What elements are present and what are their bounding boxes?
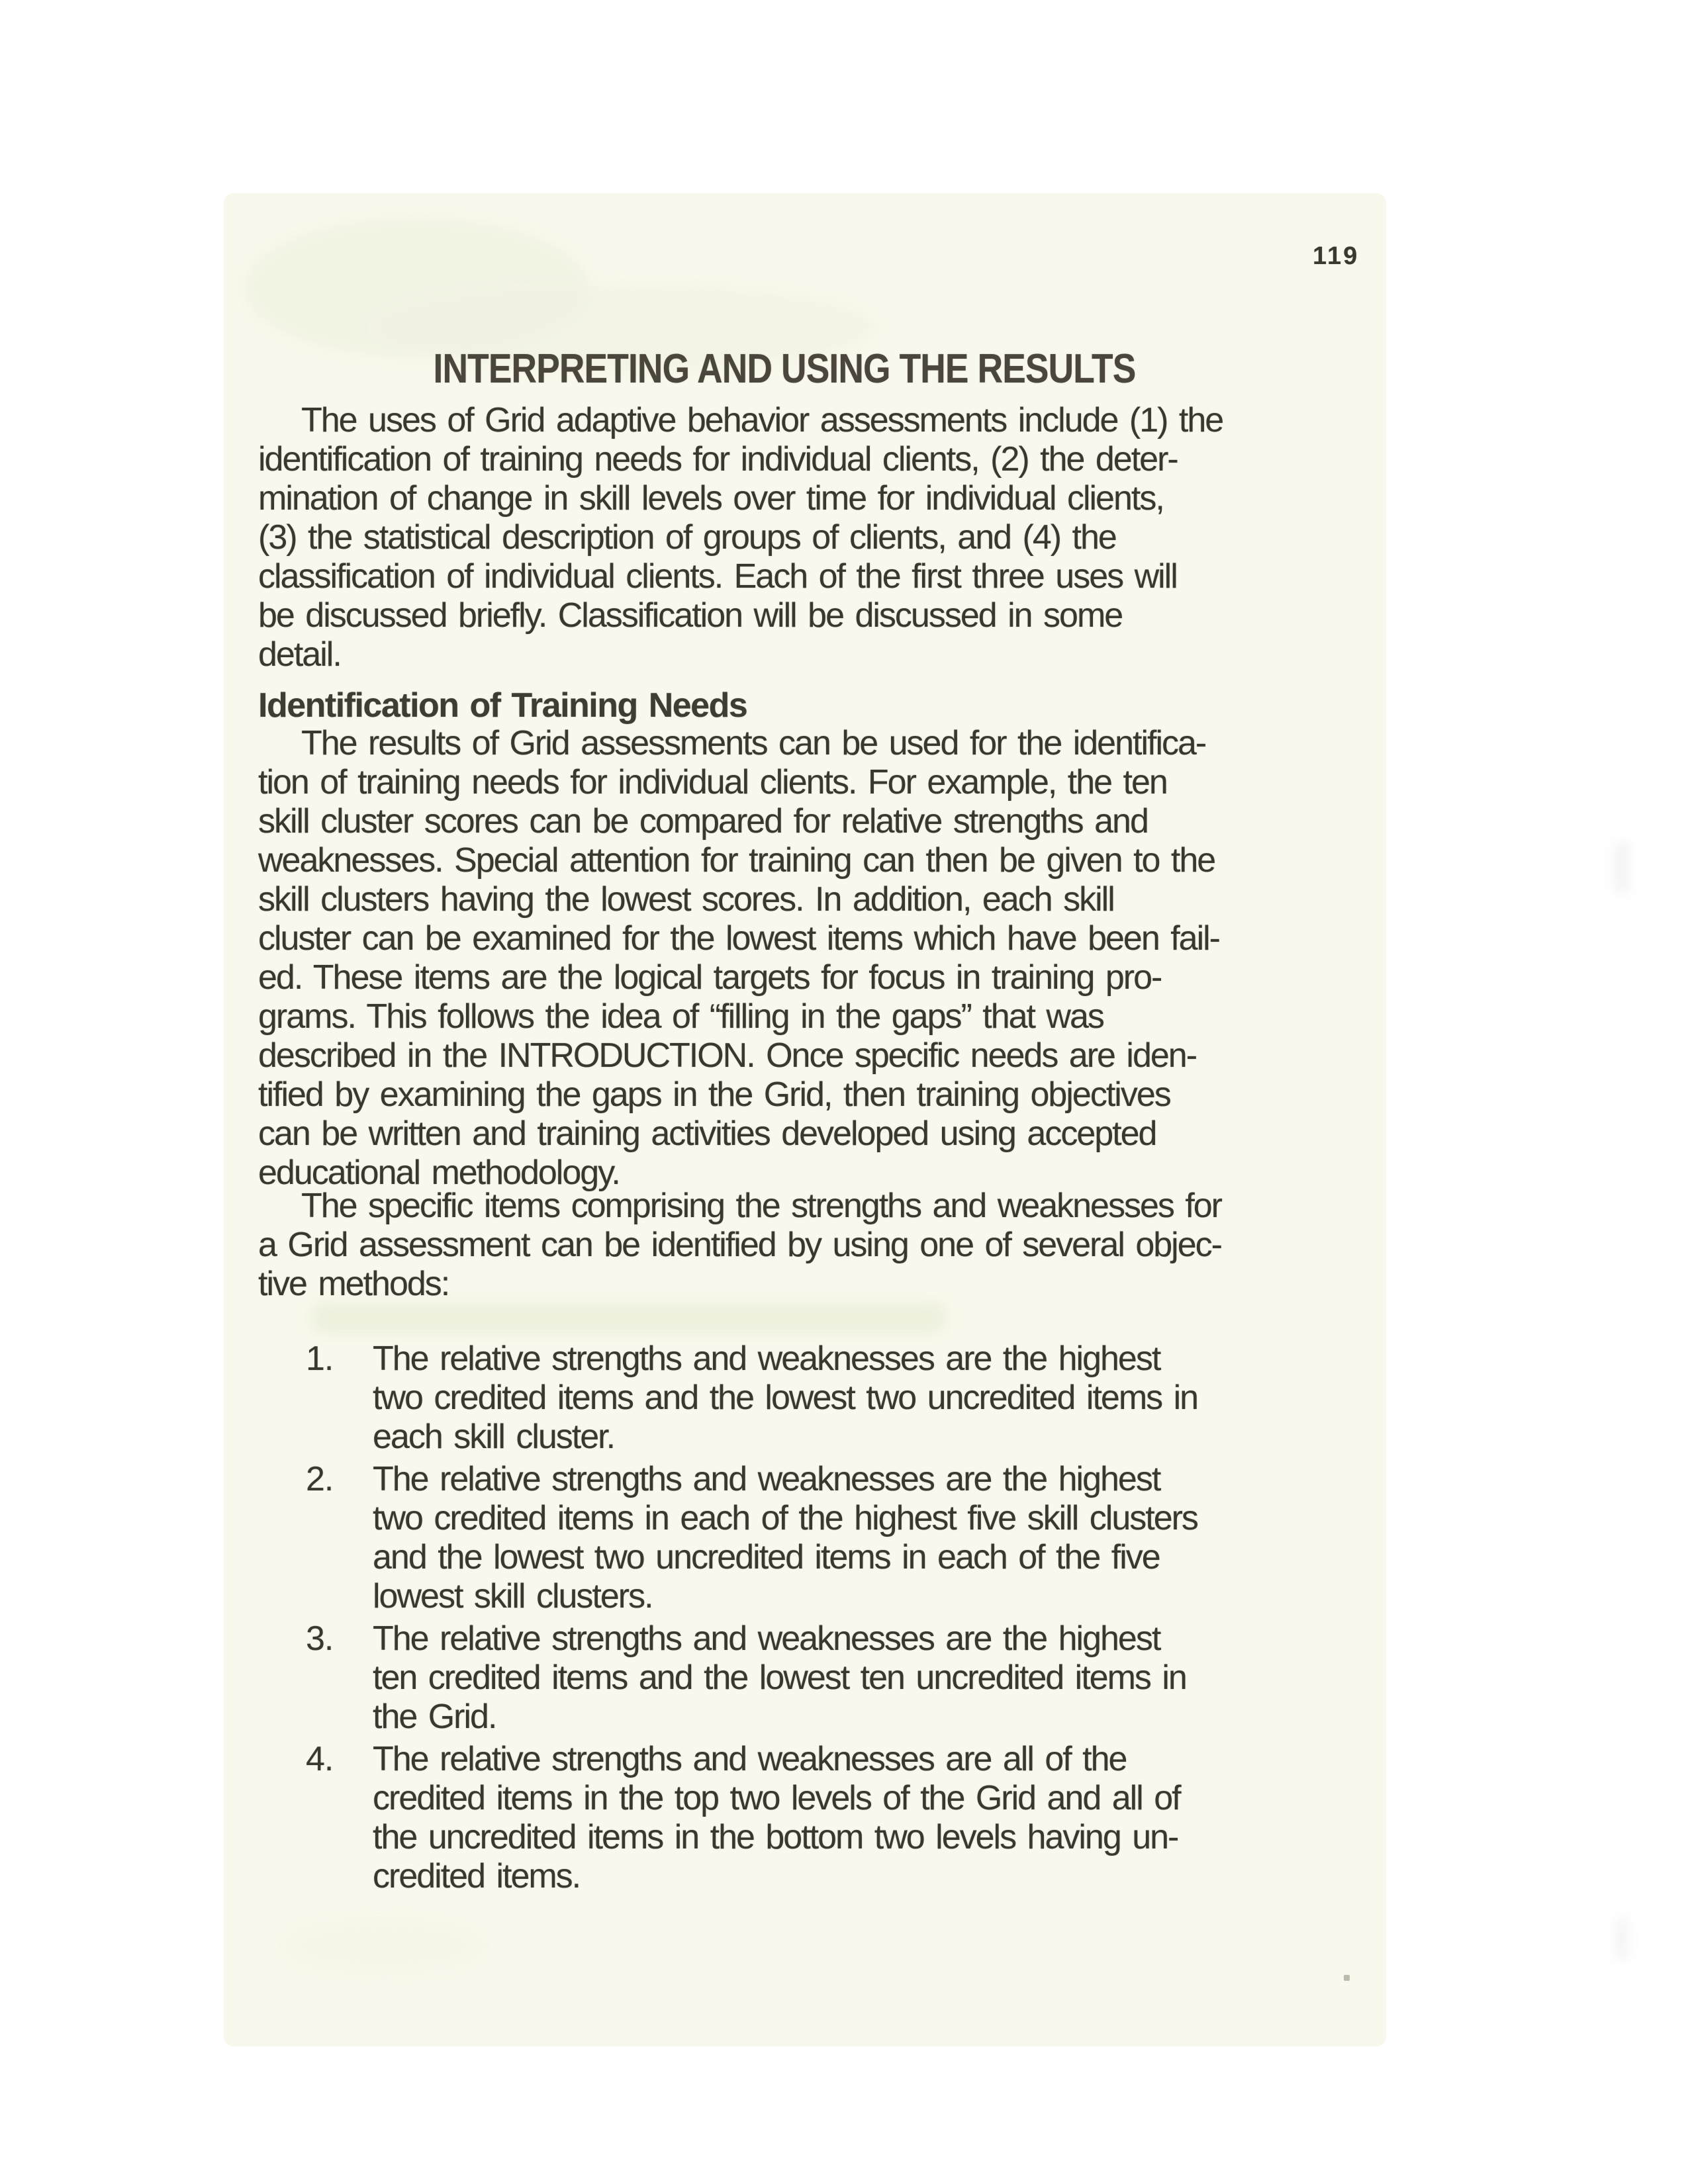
list-item-number: 4. bbox=[306, 1740, 334, 1778]
list-item bbox=[306, 1619, 1352, 1737]
list-item-text: The relative strengths and weaknesses are the highest two credited items in each of the highest five skill clusters and the lowest two uncredited items in each of the five lowest skill clusters. bbox=[373, 1460, 1197, 1615]
list-item-number: 3. bbox=[306, 1619, 334, 1658]
list-item-number: 2. bbox=[306, 1460, 334, 1498]
page-title: INTERPRETING AND USING THE RESULTS bbox=[433, 346, 1136, 392]
list-item-number: 1. bbox=[306, 1340, 334, 1378]
intro-paragraph: The uses of Grid adaptive behavior assessments include (1) the identification of training needs for individual clients, (2) the deter- mination of change in skill levels over time for individual clients, (3) the statistical description of groups of clients, and (4) the classification of individual clients. Each of the first three uses will be discussed briefly. Classification will be discussed in some detail. bbox=[258, 401, 1223, 674]
methods-list bbox=[306, 1340, 1352, 1899]
body-paragraph: The results of Grid assessments can be used for the identifica- tion of training needs for individual clients. For example, the ten skill cluster scores can be compared for relative strengths and weaknesses. Special attention for training can then be given to the skill clusters having the lowest scores. In addition, each skill cluster can be examined for the lowest items which have been fail- ed. These items are the logical targets for focus in training pro- grams. This follows the idea of “filling in the gaps” that was described in the INTRODUCTION. Once specific needs are iden- tified by examining the gaps in the Grid, then training objectives can be written and training activities developed using accepted educational methodology. bbox=[258, 724, 1219, 1192]
list-item bbox=[306, 1740, 1352, 1896]
list-item-text: The relative strengths and weaknesses are the highest two credited items and the lowest two uncredited items in each skill cluster. bbox=[373, 1340, 1198, 1456]
body-paragraph: The specific items comprising the strengths and weaknesses for a Grid assessment can be identified by using one of several objec- tive methods: bbox=[258, 1187, 1222, 1303]
section-heading: Identification of Training Needs bbox=[258, 686, 747, 725]
page-number: 119 bbox=[1313, 242, 1360, 270]
list-item bbox=[306, 1460, 1352, 1616]
list-item bbox=[306, 1340, 1352, 1457]
list-item-text: The relative strengths and weaknesses are all of the credited items in the top two levels of the Grid and all of the uncredited items in the bottom two levels having un- credited items. bbox=[373, 1740, 1180, 1895]
list-item-text: The relative strengths and weaknesses are the highest ten credited items and the lowest ten uncredited items in the Grid. bbox=[373, 1619, 1186, 1736]
